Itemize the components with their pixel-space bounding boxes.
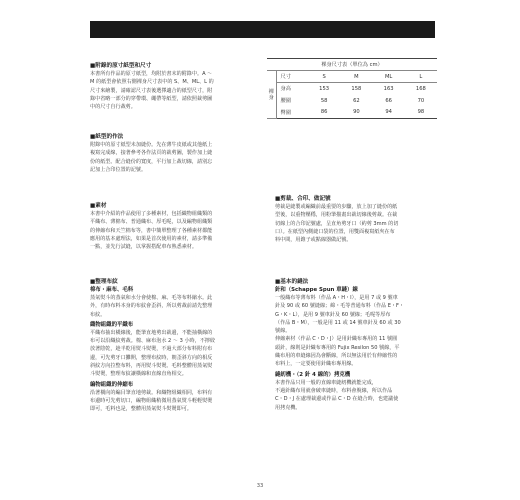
- size-table-cell: 158: [351, 85, 362, 92]
- size-table-cell: 163: [383, 85, 394, 92]
- size-table-row-group-label: 裸身: [267, 71, 276, 119]
- section-body: 剪裁是縫製或編織前最重要的步驟，放上加了縫份的紙 型後，以重物壓穩，用粉筆描畫出裁切線後剪裁。在裁 切線上的合印記號處，呈直角剪牙口（約剪 3mm 的切 口）。在紙型內側縫口袋的位置，用雙面複寫紙夾在布 料中間，用錐子或點線器做記號。: [275, 204, 399, 244]
- subsection-body: 蒸氣熨斗的蒸氣和水分會使棉、麻、毛等布料縮水。此 外，有時布料本身的布紋會歪斜，所以剪裁前請先整理 布紋。: [90, 295, 213, 318]
- subsection-title: 織物組織的平織布: [90, 321, 134, 328]
- section-body: 本書所有作品的原寸紙型，均附於書末的附錄中。A ～ M 的紙型會依照右側裸身尺寸表中的 S、M、ML、L 的 尺寸來繪製，請確認尺寸表後選擇適合的紙型尺寸，附 錄中省略一部分的穿帶環、繩帶等紙型，請依照裁剪圖 中的尺寸自行裁剪。: [90, 71, 214, 111]
- size-table-cell: 62: [353, 97, 360, 104]
- size-table-header-cell: 尺寸: [276, 71, 308, 83]
- section-cutting: [275, 195, 435, 244]
- size-table-cell: 94: [373, 107, 405, 119]
- subsection-body: 沿著橫向的編目筆直地剪裁。和織物組織相同，布料有 布邊時可先剪切口，編物組織稍微用蒸氣熨斗輕輕熨燙 即可，毛料也是，整體用蒸氣熨斗熨燙即可。: [90, 389, 213, 413]
- section-body: 附錄中的原寸紙型未加縫份。先在薄牛皮紙或其他紙上 複寫完成線，接著參考各作法頁的裁剪圖，製作加上縫 份的紙型。配合縫份的寬度，平行加上裁切線，請別忘 記加上合印位置的記號。: [90, 142, 213, 173]
- size-table-cell: 66: [385, 97, 392, 104]
- size-table-row: [267, 95, 437, 107]
- size-table-row-name: 腰圍: [280, 98, 291, 104]
- size-table-caption: 裸身尺寸表（單位為 cm）: [267, 59, 437, 71]
- section-materials: [90, 202, 245, 251]
- section-pattern-size: [90, 62, 245, 111]
- size-table-row: [267, 107, 437, 119]
- subsection-title: 棉布・麻布、毛料: [90, 287, 134, 293]
- header-bar: [90, 21, 435, 38]
- section-title: ■整理布紋: [90, 279, 118, 285]
- section-title: ■基本的縫法: [275, 279, 309, 285]
- section-finishing: [90, 278, 245, 414]
- section-sewing: [275, 278, 435, 412]
- subsection-body: 本書作品只用一般的直線車縫紉機就能完成， 不過針織布用就會破車縫時，布料會脫線，所以作品 C・D・J 在處理裁邊或作品 C・D 在縫合時，也建議使 用拷克機。: [275, 379, 399, 411]
- size-table-row-name: 身高: [280, 86, 291, 93]
- page-number: 33: [256, 483, 264, 489]
- section-title: ■剪裁、合印、做記號: [275, 196, 331, 202]
- subsection-title: 編物組織的伸縮布: [90, 381, 134, 388]
- section-title: ■附錄的原寸紙型和尺寸: [90, 63, 152, 69]
- size-table-cell: 153: [319, 85, 330, 92]
- subsection-body: 一般織布等薄布料（作品 A・H・I），是用 7 或 9 號車 針及 90 或 60 號縫線；綿・毛等普通布料（作品 E・F・ G・K・L），是用 9 號車針及 60 號線；毛呢等厚布 （作品 B・M），一般是用 11 或 14 號車針及 60 或 30 號線。 伸縮素材（作品 C・D・J）是用針織布專用的 11 號圓 頭針，線則是針織布專用的 Fujix Resilon 50 號線，平 織布用的車縫線因為會斷線，所以無法用於有伸縮性的 布料上，一定要使用針織布專用線。: [275, 295, 405, 368]
- size-table-cell: 168: [415, 85, 426, 92]
- size-table-cell: 98: [405, 107, 437, 119]
- section-pattern-method: [90, 133, 245, 174]
- section-title: ■素材: [90, 203, 107, 209]
- section-title: ■紙型的作法: [90, 134, 124, 140]
- subsection-title: 縫紉機・（2 針 4 線的）拷克機: [275, 371, 351, 378]
- section-body: 本書中介紹的作品使用了多種素材，包括織物組織類的 平織布、薄棉布、普通織布、厚毛呢，以及編物組織類 的伸縮布和天竺棉布等，書中簡單整理了各種素材都能 應用的基本處理法，如果是首次使用的素材，請多準備 一點，並先行試縫，以掌握搭配車布熟悉素材。: [90, 211, 213, 251]
- size-table-header-row: [267, 71, 437, 83]
- size-table-header-cell: L: [405, 71, 437, 83]
- size-table-cell: 58: [320, 97, 328, 104]
- size-table-cell: 70: [417, 97, 425, 104]
- size-table-header-cell: ML: [373, 71, 405, 83]
- size-table-row-name: 臀圍: [276, 107, 308, 119]
- size-table-header-cell: S: [308, 71, 340, 83]
- size-table-cell: 90: [340, 107, 372, 119]
- subsection-body: 平織布抽出橫線後，能筆直地剪出裁邊，不能抽橫線的 布可以沿織紋剪裁。棉、麻布泡水 2 ～ 3 小時，不擰絞 放著陰乾，趁半乾用熨斗熨燙，不過大部分布料附有布 邊，可先剪牙口攤開，整理布紋時，朝歪斜方向的相反 斜紋方向拉整布料，再用熨斗熨燙。毛料整體用蒸氣熨 斗熨燙，整理布紋讓橫線和直線直角相交。: [90, 329, 216, 378]
- size-table: [267, 58, 437, 119]
- size-table-header-cell: M: [340, 71, 372, 83]
- size-table-cell: 86: [308, 107, 340, 119]
- subsection-title: 針和（Schappe Spun 車縫）線: [275, 287, 358, 293]
- size-table-row: [267, 83, 437, 95]
